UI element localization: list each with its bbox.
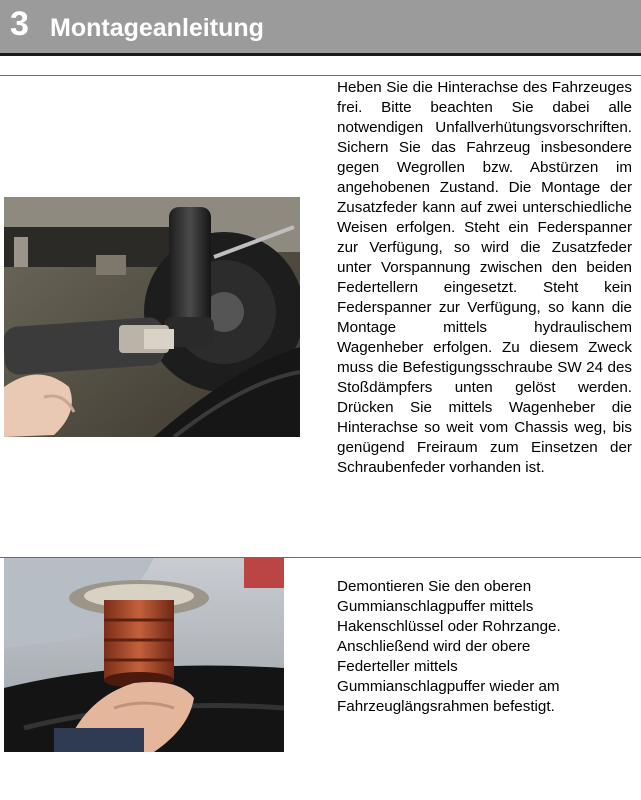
text-line: Fahrzeuglängsrahmen befestigt. [337, 698, 555, 715]
photo-spring-plate [4, 558, 284, 752]
section-title: Montageanleitung [50, 14, 264, 42]
divider-top [0, 75, 641, 76]
text-line: Demontieren Sie den oberen [337, 578, 532, 595]
text-line: Gummianschlagpuffer wieder am [337, 678, 560, 695]
section-number: 3 [10, 5, 29, 43]
text-line: Anschließend wird der obere [337, 638, 531, 655]
instruction-text-2 [337, 577, 632, 717]
text-line: Hakenschlüssel oder Rohrzange. [337, 618, 561, 635]
instruction-text-1: Heben Sie die Hinterachse des Fahrzeuges frei. Bitte beachten Sie dabei alle notwendigen Unfallverhütungsvorschriften. Sichern Sie das Fahrzeug insbesondere gegen Wegrollen bzw. Abstürzen im angehobenen Zustand. Die Montage der Zusatzfeder kann auf zwei unterschiedliche Weisen erfolgen. Steht ein Federspanner zur Verfügung, so wird die Zusatzfeder unter Vorspannung zwischen den beiden Federtellern eingesetzt. Steht kein Federspanner zur Verfügung, so kann die Montage mittels hydraulischem Wagenheber erfolgen. Zu diesem Zweck muss die Befestigungsschraube SW 24 des Stoßdämpfers unten gelöst werden. Drücken Sie mittels Wagenheber die Hinterachse so weit vom Chassis weg, bis genügend Freiraum zum Einsetzen der Schraubenfeder vorhanden ist. [337, 79, 632, 476]
text-line: Gummianschlagpuffer mittels [337, 598, 534, 615]
text-line: Federteller mittels [337, 658, 458, 675]
photo-shock-absorber [4, 197, 300, 437]
section-header [0, 0, 641, 56]
